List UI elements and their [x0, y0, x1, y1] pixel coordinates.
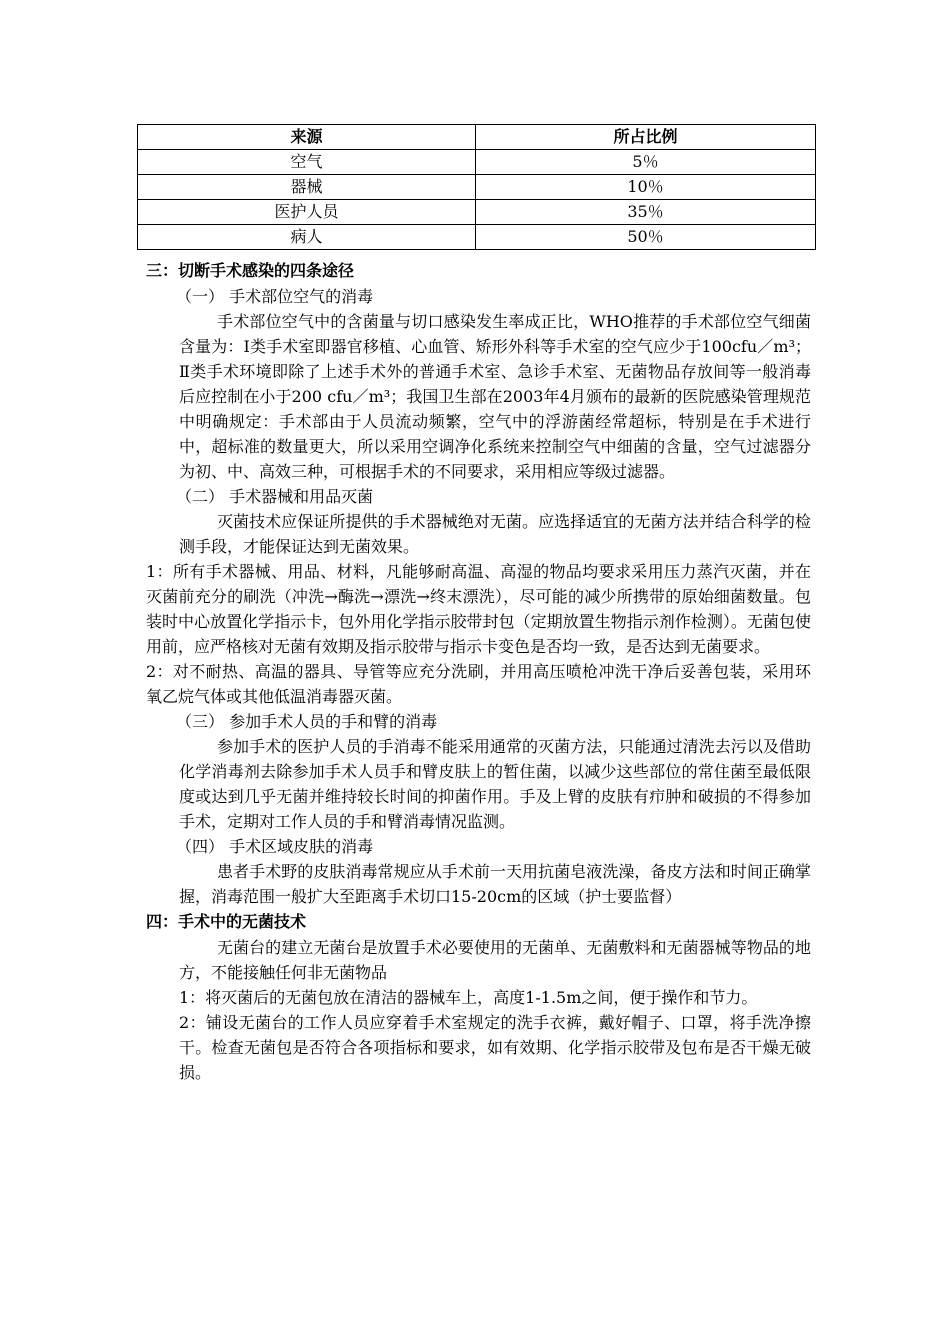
table-row: [138, 200, 816, 225]
section-4-item-2: 2：铺设无菌台的工作人员应穿着手术室规定的洗手衣裤，戴好帽子、口罩，将手洗净擦干。检查无菌包是否符合各项指标和要求，如有效期、化学指示胶带及包布是否干燥无破损。: [179, 1013, 811, 1082]
section-4-item-1: 1：将灭菌后的无菌包放在清洁的器械车上，高度1-1.5m之间，便于操作和节力。: [179, 988, 758, 1007]
header-ratio: 所占比例: [476, 125, 816, 150]
table-row: [138, 150, 816, 175]
subsection-3-2-item-1: 1：所有手术器械、用品、材料，凡能够耐高温、高湿的物品均要求采用压力蒸汽灭菌，并在灭菌前充分的刷洗（冲洗→酶洗→漂洗→终末漂洗），尽可能的减少所携带的原始细菌数量。包装时中心放置化学指示卡，包外用化学指示胶带封包（定期放置生物指示剂作检测）。无菌包使用前，应严格核对无菌有效期及指示胶带与指示卡变色是否均一致，是否达到无菌要求。: [146, 562, 811, 656]
cell-source: 医护人员: [138, 200, 476, 225]
subsection-3-3-heading: （三） 参加手术人员的手和臂的消毒: [176, 712, 438, 731]
subsection-3-4-heading: （四） 手术区域皮肤的消毒: [176, 837, 374, 856]
subsection-3-2-heading: （二） 手术器械和用品灭菌: [176, 487, 374, 506]
section-4-paragraph: 无菌台的建立无菌台是放置手术必要使用的无菌单、无菌敷料和无菌器械等物品的地方，不能接触任何非无菌物品: [179, 938, 811, 982]
cell-source: 空气: [138, 150, 476, 175]
subsection-3-4-paragraph: 患者手术野的皮肤消毒常规应从手术前一天用抗菌皂液洗澡，备皮方法和时间正确掌握，消毒范围一般扩大至距离手术切口15-20cm的区域（护士要监督）: [179, 862, 811, 906]
table-row: [138, 175, 816, 200]
table-row: [138, 225, 816, 250]
subsection-3-1-paragraph: 手术部位空气中的含菌量与切口感染发生率成正比，WHO推荐的手术部位空气细菌含量为：Ⅰ类手术室即器官移植、心血管、矫形外科等手术室的空气应少于100cfu／m³；Ⅱ类手术环境即除了上述手术外的普通手术室、急诊手术室、无菌物品存放间等一般消毒后应控制在小于200 cfu／m³；我国卫生部在2003年4月颁布的最新的医院感染管理规范中明确规定：手术部由于人员流动频繁，空气中的浮游菌经常超标，特别是在手术进行中，超标准的数量更大，所以采用空调净化系统来控制空气中细菌的含量，空气过滤器分为初、中、高效三种，可根据手术的不同要求，采用相应等级过滤器。: [179, 312, 811, 481]
cell-source: 病人: [138, 225, 476, 250]
section-4-heading: 四：手术中的无菌技术: [146, 912, 307, 931]
section-3-heading: 三：切断手术感染的四条途径: [146, 261, 355, 280]
cell-ratio: 35％: [476, 200, 816, 225]
infection-source-table: [137, 124, 816, 250]
header-source: 来源: [138, 125, 476, 150]
cell-ratio: 10％: [476, 175, 816, 200]
cell-ratio: 50％: [476, 225, 816, 250]
subsection-3-2-paragraph: 灭菌技术应保证所提供的手术器械绝对无菌。应选择适宜的无菌方法并结合科学的检测手段，才能保证达到无菌效果。: [179, 512, 811, 556]
cell-ratio: 5％: [476, 150, 816, 175]
subsection-3-1-heading: （一） 手术部位空气的消毒: [176, 287, 374, 306]
table-header-row: [138, 125, 816, 150]
cell-source: 器械: [138, 175, 476, 200]
document-body: [146, 258, 811, 1085]
subsection-3-3-paragraph: 参加手术的医护人员的手消毒不能采用通常的灭菌方法，只能通过清洗去污以及借助化学消毒剂去除参加手术人员手和臂皮肤上的暂住菌，以减少这些部位的常住菌至最低限度或达到几乎无菌并维持较长时间的抑菌作用。手及上臂的皮肤有疖肿和破损的不得参加手术，定期对工作人员的手和臂消毒情况监测。: [179, 737, 811, 831]
subsection-3-2-item-2: 2：对不耐热、高温的器具、导管等应充分洗刷，并用高压喷枪冲洗干净后妥善包装，采用环氧乙烷气体或其他低温消毒器灭菌。: [146, 662, 811, 706]
